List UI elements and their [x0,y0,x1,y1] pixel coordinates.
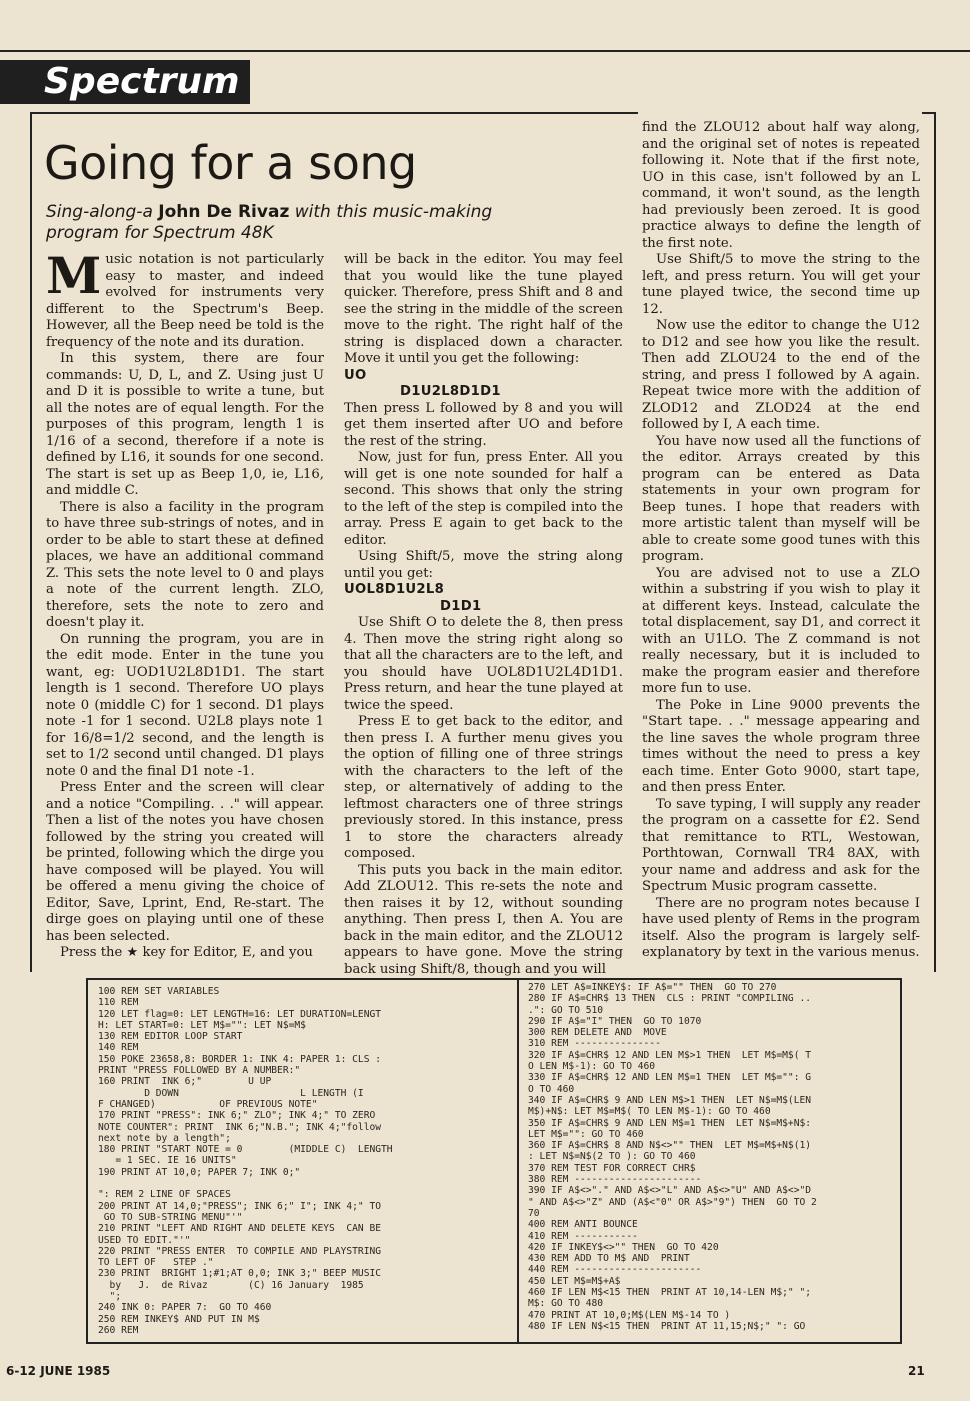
code-line: 410 REM ----------- [528,1230,638,1242]
code-line: "; [98,1291,122,1303]
code-line: next note by a length"; [98,1132,231,1144]
paragraph: There are no program notes because I have used plenty of Rems in the program itself. Also the program is largely self-explanatory by text in the various menus. [642,895,920,960]
paragraph: You are advised not to use a ZLO within a substring if you wish to play it at different keys. Instead, calculate the total displacement, say D1, and correct it with an U1LO. The Z command is not really necessary, but it is included to make the program easier and therefore more fun to use. [642,565,920,696]
code-line: GO TO SUB-STRING MENU"'" [98,1211,243,1223]
code-line: 330 IF A$=CHR$ 12 AND LEN M$=1 THEN LET M$="": G [528,1072,812,1084]
code-line: 450 LET M$=M$+A$ [528,1275,621,1287]
code-line: 260 REM [98,1324,139,1336]
code-line: 300 REM DELETE AND MOVE [528,1027,667,1039]
paragraph: Press the ★ key for Editor, E, and you [60,945,313,960]
program-listing-right [528,982,898,1340]
code-line: F CHANGED) OF PREVIOUS NOTE" [98,1098,318,1110]
code-line: 120 LET flag=0: LET LENGTH=16: LET DURATION=LENGT [98,1008,382,1020]
code-line: 200 PRINT AT 14,0;"PRESS"; INK 6;" I"; INK 4;" TO [98,1200,382,1212]
code-line: by J. de Rivaz (C) 16 January 1985 [98,1279,364,1291]
code-line: 380 REM ---------------------- [528,1174,702,1186]
paragraph: Using Shift/5, move the string along until you get: [344,549,623,581]
paragraph: find the ZLOU12 about half way along, and the original set of notes is repeated following it. Note that if the first note, UO in this case, isn't followed by an L command, it won't sound, as the length had previously been zeroed. It is good practice always to define the length of the first note. [642,120,920,251]
code-line: 280 IF A$=CHR$ 13 THEN CLS : PRINT "COMPILING .. [528,993,812,1005]
code-line: 180 PRINT "START NOTE = 0 (MIDDLE C) LENGTH [98,1144,393,1156]
code-line: 140 REM [98,1042,139,1054]
code-line: 150 POKE 23658,8: BORDER 1: INK 4: PAPER 1: CLS : [98,1053,382,1065]
issue-date: 6-12 JUNE 1985 [6,1364,111,1378]
paragraph: Use Shift O to delete the 8, then press 4. Then move the string right along so that all the characters are to the left, and you should have UOL8D1U2L4D1D1. Press return, and hear the tune played at twice the speed. [344,615,623,713]
code-line [98,1178,512,1189]
code-line: 320 IF A$=CHR$ 12 AND LEN M$>1 THEN LET M$=M$( T [528,1049,812,1061]
article-column-2 [344,252,623,978]
code-line: 100 REM SET VARIABLES [98,986,220,997]
standfirst-pre: Sing-along-a [46,202,159,222]
code-line: 370 REM TEST FOR CORRECT CHR$ [528,1162,696,1174]
code-line: O LEN M$-1): GO TO 460 [528,1061,656,1073]
paragraph: Use Shift/5 to move the string to the left, and press return. You will get your tune played twice, the second time up 12. [642,252,920,317]
paragraph: Then press L followed by 8 and you will get them inserted after UO and before the rest of the string. [344,400,623,449]
code-line: 430 REM ADD TO M$ AND PRINT [528,1253,690,1265]
code-line: 440 REM ---------------------- [528,1264,702,1276]
page-number: 21 [908,1364,925,1378]
author-name: John De Rivaz [158,202,290,222]
code-line: 470 PRINT AT 10,0;M$(LEN M$-14 TO ) [528,1309,731,1321]
code-line: 110 REM [98,997,139,1009]
paragraph: In this system, there are four commands: U, D, L, and Z. Using just U and D it is possible to write a tune, but all the notes are of equal length. For the purposes of this program, length 1 is 1/16 of a second, therefore if a note is defined by L16, it sounds for one second. The start is set up as Beep 1,0, ie, L16, and middle C. [46,351,324,498]
headline: Going for a song [44,136,417,190]
paragraph: will be back in the editor. You may feel that you would like the tune played quicker. Therefore, press Shift and 8 and see the string in the middle of the screen move to the right. The right half of the string is displaced down a character. Move it until you get the following: [344,252,623,366]
paragraph: On running the program, you are in the edit mode. Enter in the tune you want, eg: UOD1U2L8D1D1. The start length is 1 second. Therefore UO plays note 0 (middle C) for 1 second. D1 plays note -1 for 1 second. U2L8 plays note 1 for 16/8=1/2 second, and the length is set to 1/2 second until changed. D1 plays note 0 and the final D1 note -1. [46,631,324,779]
listing-box-right [900,978,902,1344]
drop-cap: M [46,246,102,305]
listing-box-top [86,978,902,980]
command-example: UO [344,367,367,383]
frame-top-left-rule [30,112,638,114]
paragraph-text: usic notation is not particularly easy to master, and indeed evolved for instruments very different to the Spectrum's Beep. However, all the Beep need be told is the frequency of the note and its duration. [46,252,324,350]
code-line: 230 PRINT BRIGHT 1;#1;AT 0,0; INK 3;" BEEP MUSIC [98,1268,382,1280]
code-line: 170 PRINT "PRESS": INK 6;" ZLO"; INK 4;" TO ZERO [98,1110,376,1122]
article-column-3 [642,120,920,962]
code-line: 160 PRINT INK 6;" U UP [98,1076,272,1088]
code-line: 290 IF A$="I" THEN GO TO 1070 [528,1015,702,1027]
code-line: 220 PRINT "PRESS ENTER TO COMPILE AND PLAYSTRING [98,1245,382,1257]
code-line: ": REM 2 LINE OF SPACES [98,1189,231,1201]
listing-divider [517,978,519,1344]
code-line: H: LET START=0: LET M$="": LET N$=M$ [98,1019,306,1031]
code-line: 250 REM INKEY$ AND PUT IN M$ [98,1313,260,1325]
code-line: 390 IF A$<>"." AND A$<>"L" AND A$<>"U" AND A$<>"D [528,1185,812,1197]
command-example: UOL8D1U2L8 [344,582,445,597]
code-line: = 1 SEC. IE 16 UNITS" [98,1155,237,1167]
paragraph: Now use the editor to change the U12 to D12 and see how you like the result. Then add ZLOU24 to the end of the string, and press I followed by A again. Repeat twice more with the addition of ZLOD12 and ZLOD24 at the end followed by I, A each time. [642,318,920,432]
code-line: 240 INK 0: PAPER 7: GO TO 460 [98,1302,272,1314]
program-listing-left [98,986,512,1340]
paragraph: Press E to get back to the editor, and then press I. A further menu gives you the option of filling one of three strings with the characters to the left of the step, or alternatively of adding to the leftmost characters one of three strings previously stored. In this instance, press 1 to store the characters already composed. [344,714,623,861]
paragraph: Press Enter and the screen will clear and a notice "Compiling. . ." will appear. Then a list of the notes you have chosen followed by the string you created will be printed, following which the dirge you have composed will be played. You will be offered a menu giving the choice of Editor, Save, Lprint, End, Re-start. The dirge goes on playing until one of these has been selected. [46,780,324,944]
paragraph [46,246,324,351]
code-line: 420 IF INKEY$<>"" THEN GO TO 420 [528,1241,719,1253]
code-line: 340 IF A$=CHR$ 9 AND LEN M$>1 THEN LET N$=M$(LEN [528,1094,812,1106]
code-line: 310 REM --------------- [528,1038,661,1050]
code-line: 400 REM ANTI BOUNCE [528,1219,638,1231]
code-line: 270 LET A$=INKEY$: IF A$="" THEN GO TO 270 [528,982,777,993]
paragraph: This puts you back in the main editor. Add ZLOU12. This re-sets the note and then raises it by 12, without sounding anything. Then press I, then A. You are back in the main editor, and the ZLOU12 appears to have gone. Move the string back using Shift/8, though and you will [344,862,623,977]
code-line: USED TO EDIT."'" [98,1234,191,1246]
frame-top-right-rule [922,112,936,114]
code-line: 460 IF LEN M$<15 THEN PRINT AT 10,14-LEN M$;" "; [528,1287,812,1299]
frame-right-rule [934,112,936,972]
code-line: " AND A$<>"Z" AND (A$<"0" OR A$>"9") THEN GO TO 2 [528,1196,817,1208]
code-line: O TO 460 [528,1083,575,1095]
code-line: PRINT "PRESS FOLLOWED BY A NUMBER:" [98,1065,301,1077]
listing-box-left [86,978,88,1344]
code-line: D DOWN L LENGTH (I [98,1087,364,1099]
paragraph: To save typing, I will supply any reader the program on a cassette for £2. Send that remittance to RTL, Westowan, Porthtowan, Cornwall TR4 8AX, with your name and address and ask for the Spectrum Music program cassette. [642,796,920,894]
code-line: LET M$="": GO TO 460 [528,1128,644,1140]
paragraph: Now, just for fun, press Enter. All you will get is one note sounded for half a second. This shows that only the string to the left of the step is compiled into the array. Press E again to get back to the editor. [344,450,623,548]
code-line: M$: GO TO 480 [528,1298,604,1310]
code-line: .": GO TO 510 [528,1004,604,1016]
code-line: 210 PRINT "LEFT AND RIGHT AND DELETE KEYS CAN BE [98,1223,382,1235]
paragraph: There is also a facility in the program to have three sub-strings of notes, and in order to be able to start these at defined places, we have an additional command Z. This sets the note level to 0 and plays a note of the current length. ZLO, therefore, sets the note to zero and doesn't play it. [46,499,324,630]
command-example: D1U2L8D1D1 [400,384,501,399]
paragraph: You have now used all the functions of the editor. Arrays created by this program can be entered as Data statements in your own program for Beep tunes. I hope that readers with more artistic talent than myself will be able to create some good tunes with this program. [642,433,920,564]
listing-box-bottom [86,1342,902,1344]
paragraph: The Poke in Line 9000 prevents the "Start tape. . ." message appearing and the line saves the whole program three times without the need to press a key each time. Enter Goto 9000, start tape, and then press Enter. [642,697,920,795]
command-example: D1D1 [440,598,482,614]
code-line: M$)+N$: LET M$=M$( TO LEN M$-1): GO TO 460 [528,1106,771,1118]
code-line: NOTE COUNTER": PRINT INK 6;"N.B."; INK 4;"follow [98,1121,382,1133]
frame-left-rule [30,112,32,972]
header-rule [0,50,970,52]
section-tag: Spectrum [0,60,250,104]
standfirst [46,202,526,244]
code-line: 360 IF A$=CHR$ 8 AND N$<>"" THEN LET M$=M$+N$(1) [528,1140,812,1152]
article-column-1 [46,246,324,962]
code-line: 350 IF A$=CHR$ 9 AND LEN M$=1 THEN LET N$=M$+N$: [528,1117,812,1129]
code-line: : LET N$=N$(2 TO ): GO TO 460 [528,1151,696,1163]
code-line: 70 [528,1207,540,1219]
standfirst-post: with this music-making program for Spectrum 48K [46,202,493,243]
code-line: 190 PRINT AT 10,0; PAPER 7; INK 0;" [98,1166,301,1178]
code-line: 130 REM EDITOR LOOP START [98,1031,243,1043]
code-line: 480 IF LEN N$<15 THEN PRINT AT 11,15;N$;" ": GO [528,1320,806,1332]
code-line: TO LEFT OF STEP ." [98,1257,214,1269]
